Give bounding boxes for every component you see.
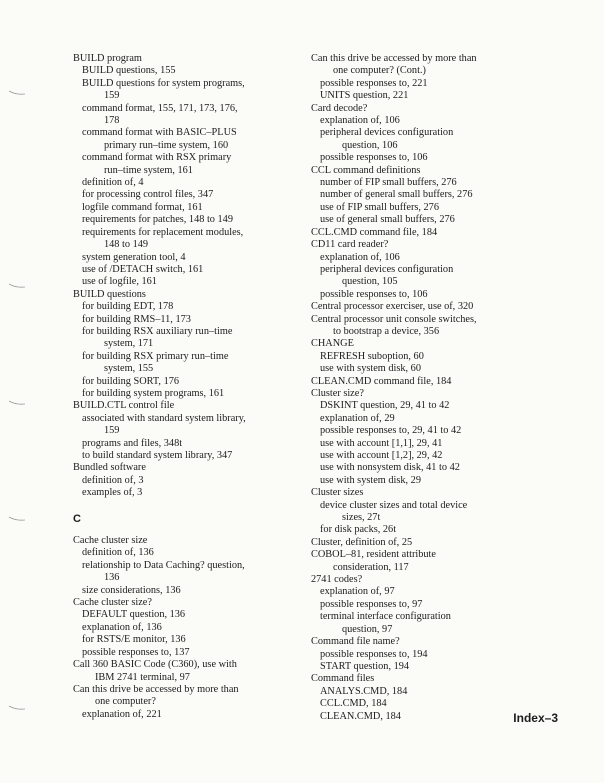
index-entry (311, 103, 543, 115)
index-entry-text: CCL.CMD command file, 184 (311, 226, 438, 238)
index-subentry (311, 152, 543, 164)
index-entry-text: explanation of, 136 (82, 621, 162, 633)
index-subentry (73, 450, 305, 462)
index-entry (311, 53, 543, 78)
index-subentry (311, 413, 543, 425)
index-entry-continuation: question, 106 (342, 139, 398, 151)
index-entry-text: definition of, 3 (82, 474, 144, 486)
index-subentry (73, 438, 305, 450)
index-entry-text: CLEAN.CMD command file, 184 (311, 375, 452, 387)
index-subentry (311, 363, 543, 375)
index-entry (73, 462, 305, 474)
index-entry-text: explanation of, 106 (320, 115, 400, 127)
section-letter: C (73, 512, 81, 525)
index-subentry (73, 103, 305, 128)
index-entry-text: logfile command format, 161 (82, 201, 203, 213)
index-entry (311, 673, 543, 685)
index-subentry (311, 252, 543, 264)
index-subentry (311, 90, 543, 102)
index-entry-text: for building EDT, 178 (82, 301, 174, 313)
index-entry-text: UNITS question, 221 (320, 90, 409, 102)
index-entry-text: BUILD questions, 155 (82, 65, 176, 77)
index-entry-text: Cluster sizes (311, 487, 364, 499)
index-entry-text: use of logfile, 161 (82, 276, 157, 288)
index-subentry (73, 189, 305, 201)
index-subentry (73, 177, 305, 189)
index-subentry (73, 622, 305, 634)
index-entry-text: use of FIP small buffers, 276 (320, 201, 439, 213)
index-entry-text: START question, 194 (320, 660, 410, 672)
index-entry-text: Central processor exerciser, use of, 320 (311, 301, 474, 313)
index-entry-text: examples of, 3 (82, 487, 143, 499)
index-subentry (311, 711, 543, 723)
index-entry-text: peripheral devices configuration (320, 127, 454, 139)
index-entry (311, 537, 543, 549)
index-subentry (73, 351, 305, 376)
index-entry (311, 301, 543, 313)
index-entry-text: CLEAN.CMD, 184 (320, 710, 401, 722)
index-entry-text: explanation of, 29 (320, 412, 395, 424)
index-entry-text: for building RMS–11, 173 (82, 313, 191, 325)
index-subentry (73, 560, 305, 585)
binding-mark (8, 516, 26, 522)
index-entry-text: programs and files, 348t (82, 437, 183, 449)
index-entry (311, 388, 543, 400)
index-subentry (311, 438, 543, 450)
index-entry-continuation: primary run–time system, 160 (104, 139, 229, 151)
index-entry-continuation: system, 171 (104, 338, 154, 350)
index-entry-text: possible responses to, 29, 41 to 42 (320, 425, 462, 437)
index-entry (73, 53, 305, 65)
index-subentry (311, 189, 543, 201)
index-entry-continuation: 136 (104, 572, 120, 584)
index-entry-text: possible responses to, 194 (320, 648, 428, 660)
index-entry-text: Cluster, definition of, 25 (311, 536, 413, 548)
index-entry-text: explanation of, 221 (82, 708, 162, 720)
index-entry-continuation: 148 to 149 (104, 239, 149, 251)
index-entry-continuation: run–time system, 161 (104, 164, 193, 176)
index-entry (311, 227, 543, 239)
index-entry-text: possible responses to, 97 (320, 598, 423, 610)
index-entry-text: Call 360 BASIC Code (C360), use with (73, 659, 237, 671)
index-subentry (73, 202, 305, 214)
index-entry-text: command format with RSX primary (82, 152, 232, 164)
index-entry-text: REFRESH suboption, 60 (320, 350, 424, 362)
index-entry-text: device cluster sizes and total device (320, 499, 468, 511)
index-entry (311, 487, 543, 499)
index-entry (311, 574, 543, 586)
index-entry-continuation: consideration, 117 (333, 561, 409, 573)
index-subentry (73, 227, 305, 252)
index-entry-text: requirements for replacement modules, (82, 226, 244, 238)
index-entry-text: command format, 155, 171, 173, 176, (82, 102, 238, 114)
index-entry-text: COBOL–81, resident attribute (311, 549, 436, 561)
index-entry-text: for building RSX primary run–time (82, 350, 229, 362)
index-subentry (73, 413, 305, 438)
index-subentry (73, 487, 305, 499)
index-subentry (311, 400, 543, 412)
index-entry-text: use of general small buffers, 276 (320, 214, 455, 226)
index-entry (311, 549, 543, 574)
index-subentry (73, 78, 305, 103)
page-footer-label: Index–3 (513, 711, 558, 725)
index-entry-text: for building system programs, 161 (82, 387, 225, 399)
binding-mark (8, 705, 26, 711)
index-entry-text: use with account [1,2], 29, 42 (320, 450, 443, 461)
index-subentry (311, 599, 543, 611)
index-subentry (311, 586, 543, 598)
index-entry-continuation: sizes, 27t (342, 512, 381, 524)
index-entry-continuation: question, 97 (342, 623, 393, 635)
index-subentry (311, 115, 543, 127)
index-entry (311, 239, 543, 251)
index-entry-text: BUILD questions for system programs, (82, 77, 245, 89)
index-subentry (311, 500, 543, 525)
index-entry-text: CD11 card reader? (311, 239, 389, 251)
index-entry-text: ANALYS.CMD, 184 (320, 685, 408, 697)
index-subentry (73, 301, 305, 313)
index-entry-text: BUILD program (73, 53, 142, 64)
index-entry (311, 314, 543, 339)
index-subentry (73, 214, 305, 226)
index-subentry (73, 388, 305, 400)
index-subentry (73, 609, 305, 621)
index-entry-text: use with account [1,1], 29, 41 (320, 437, 443, 449)
index-subentry (73, 376, 305, 388)
index-entry-text: associated with standard system library, (82, 412, 246, 424)
index-entry-text: for building RSX auxiliary run–time (82, 325, 233, 337)
index-entry-text: for RSTS/E monitor, 136 (82, 634, 186, 646)
index-entry-text: Command file name? (311, 636, 400, 648)
index-subentry (73, 314, 305, 326)
index-entry-text: DSKINT question, 29, 41 to 42 (320, 400, 450, 412)
index-subentry (311, 524, 543, 536)
index-subentry (311, 425, 543, 437)
index-subentry (311, 78, 543, 90)
index-entry-text: number of FIP small buffers, 276 (320, 177, 457, 189)
index-entry-continuation: one computer? (Cont.) (333, 65, 426, 77)
index-subentry (73, 276, 305, 288)
index-entry (73, 659, 305, 684)
index-entry (73, 535, 305, 547)
index-entry-text: for processing control files, 347 (82, 189, 214, 201)
index-entry-text: possible responses to, 106 (320, 152, 428, 164)
index-entry (311, 338, 543, 350)
index-entry-text: size considerations, 136 (82, 584, 181, 596)
index-subentry (311, 214, 543, 226)
index-subentry (311, 202, 543, 214)
index-entry-continuation: 159 (104, 425, 120, 437)
index-entry-text: terminal interface configuration (320, 611, 451, 623)
index-subentry (311, 264, 543, 289)
index-entry-text: Can this drive be accessed by more than (73, 683, 239, 695)
index-column-left (73, 53, 305, 721)
index-entry-text: explanation of, 106 (320, 251, 400, 263)
index-entry-continuation: 159 (104, 90, 120, 102)
index-entry-text: Command files (311, 673, 375, 685)
index-entry-text: possible responses to, 137 (82, 646, 190, 658)
index-subentry (311, 698, 543, 710)
index-subentry (73, 127, 305, 152)
index-subentry (73, 264, 305, 276)
index-entry-continuation: IBM 2741 terminal, 97 (95, 671, 190, 683)
index-subentry (311, 475, 543, 487)
index-entry-text: possible responses to, 221 (320, 77, 428, 89)
index-entry (73, 597, 305, 609)
index-entry-text: to build standard system library, 347 (82, 450, 233, 461)
index-subentry (73, 326, 305, 351)
index-entry-text: relationship to Data Caching? question, (82, 559, 245, 571)
index-entry-text: use with nonsystem disk, 41 to 42 (320, 462, 460, 474)
index-subentry (73, 634, 305, 646)
index-entry (311, 165, 543, 177)
index-entry-text: Can this drive be accessed by more than (311, 53, 477, 64)
index-entry-text: BUILD.CTL control file (73, 400, 175, 412)
binding-mark (8, 400, 26, 406)
index-subentry (311, 686, 543, 698)
index-entry-text: Bundled software (73, 462, 146, 474)
index-entry-text: BUILD questions (73, 288, 146, 300)
index-subentry (73, 252, 305, 264)
index-subentry (311, 649, 543, 661)
index-subentry (311, 661, 543, 673)
index-entry-text: DEFAULT question, 136 (82, 609, 186, 621)
index-subentry (311, 462, 543, 474)
binding-mark (8, 90, 26, 96)
index-subentry (311, 351, 543, 363)
index-entry-text: possible responses to, 106 (320, 288, 428, 300)
index-entry-text: CHANGE (311, 338, 354, 350)
index-entry (73, 400, 305, 412)
index-entry-text: number of general small buffers, 276 (320, 189, 473, 201)
index-entry-text: Cache cluster size (73, 535, 148, 547)
index-entry-text: explanation of, 97 (320, 586, 395, 598)
index-entry-continuation: system, 155 (104, 363, 154, 375)
index-entry-text: command format with BASIC–PLUS (82, 127, 237, 139)
index-subentry (311, 127, 543, 152)
binding-mark (8, 283, 26, 289)
index-entry-text: CCL.CMD, 184 (320, 698, 387, 710)
index-subentry (73, 65, 305, 77)
index-entry-text: definition of, 136 (82, 547, 154, 559)
index-subentry (73, 585, 305, 597)
index-column-right (311, 53, 543, 723)
index-entry-text: Card decode? (311, 102, 368, 114)
index-subentry (311, 177, 543, 189)
index-entry-text: for disk packs, 26t (320, 524, 397, 536)
index-subentry (73, 647, 305, 659)
index-entry-text: use with system disk, 29 (320, 474, 421, 486)
index-entry-text: 2741 codes? (311, 574, 363, 586)
index-entry (311, 376, 543, 388)
index-subentry (311, 611, 543, 636)
index-entry (73, 289, 305, 301)
index-entry-continuation: question, 105 (342, 276, 398, 288)
index-entry-continuation: 178 (104, 115, 120, 127)
index-entry-text: requirements for patches, 148 to 149 (82, 214, 233, 226)
index-entry-continuation: one computer? (95, 696, 156, 708)
index-entry-text: use with system disk, 60 (320, 363, 421, 375)
index-entry-text: Cluster size? (311, 387, 364, 399)
index-entry (73, 684, 305, 709)
index-entry-text: use of /DETACH switch, 161 (82, 263, 204, 275)
index-subentry (311, 450, 543, 462)
index-subentry (311, 289, 543, 301)
index-entry-text: Cache cluster size? (73, 597, 152, 609)
index-subentry (73, 152, 305, 177)
index-subentry (73, 709, 305, 721)
index-subentry (73, 547, 305, 559)
index-entry (311, 636, 543, 648)
index-entry-text: Central processor unit console switches, (311, 313, 477, 325)
index-subentry (73, 475, 305, 487)
index-entry-text: CCL command definitions (311, 164, 421, 176)
index-entry-text: definition of, 4 (82, 177, 144, 189)
index-entry-text: system generation tool, 4 (82, 251, 186, 263)
index-entry-continuation: to bootstrap a device, 356 (333, 325, 440, 337)
index-entry-text: peripheral devices configuration (320, 263, 454, 275)
index-entry-text: for building SORT, 176 (82, 375, 180, 387)
